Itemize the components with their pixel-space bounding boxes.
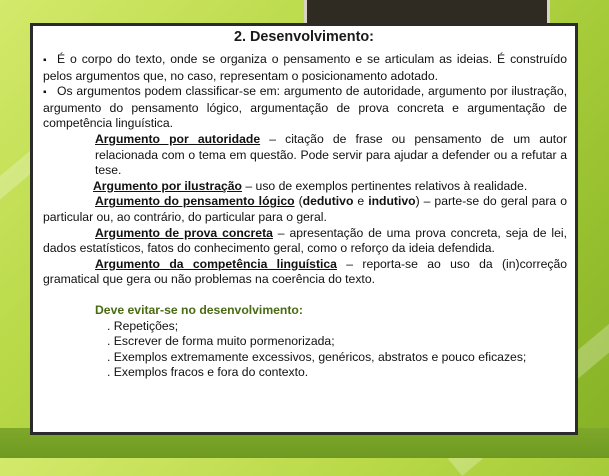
avoid-item: . Escrever de forma muito pormenorizada; xyxy=(107,334,335,349)
bullet-icon: ▪ xyxy=(43,87,47,99)
argument-text: ) – parte-se do geral para o particular ou, ao contrário, do particular para o geral. xyxy=(43,194,567,224)
argument-text: – apresentação de uma prova concreta, seja de lei, dados estatísticos, fatos do conhecimento geral, como o reforço da ideia defendida. xyxy=(43,225,567,256)
bullet-paragraph xyxy=(43,52,567,84)
argument-term: Argumento por autoridade xyxy=(95,131,261,146)
avoid-heading-row xyxy=(43,303,567,319)
argument-term: Argumento de prova concreta xyxy=(95,225,273,240)
argument-item xyxy=(43,132,567,179)
argument-term: Argumento por ilustração xyxy=(93,178,242,193)
spacer xyxy=(43,288,567,303)
argument-bold: dedutivo xyxy=(302,194,354,209)
bullet-text: Os argumentos podem classificar-se em: argumento de autoridade, argumento por ilustração, argumento do pensamento lógico, argumentação de prova concreta e argumentação de competência linguística. xyxy=(43,84,567,131)
argument-item xyxy=(43,194,567,225)
page-title: 2. Desenvolvimento: xyxy=(234,29,374,45)
argument-item xyxy=(43,226,567,257)
argument-text: – uso de exemplos pertinentes relativos à realidade. xyxy=(241,178,528,193)
slide-content xyxy=(43,52,567,381)
argument-text: ( xyxy=(294,194,303,209)
avoid-item: . Exemplos fracos e fora do contexto. xyxy=(107,365,309,380)
argument-term: Argumento da competência linguística xyxy=(95,256,337,271)
argument-text: – citação de frase ou pensamento de um autor relacionada com o tema em questão. Pode servir para ajudar a defender ou a refutar a tese. xyxy=(95,131,568,178)
argument-item xyxy=(43,257,567,288)
avoid-heading: Deve evitar-se no desenvolvimento: xyxy=(95,302,303,317)
avoid-item: . Exemplos extremamente excessivos, genéricos, abstratos e pouco eficazes; xyxy=(107,349,527,364)
bullet-paragraph xyxy=(43,84,567,132)
argument-term: Argumento do pensamento lógico xyxy=(95,194,295,209)
argument-item xyxy=(43,179,567,195)
bullet-icon: ▪ xyxy=(43,55,47,66)
bullet-text: É o corpo do texto, onde se organiza o pensamento e se articulam as ideias. É construído pelos argumentos que, no caso, representam o posicionamento adotado. xyxy=(43,52,567,83)
argument-text: – reporta-se ao uso da (in)correção gramatical que gera ou não problemas na coerência do texto. xyxy=(43,256,567,287)
argument-bold: indutivo xyxy=(368,194,416,209)
slide-panel xyxy=(30,23,578,435)
argument-text: e xyxy=(353,194,369,209)
avoid-item: . Repetições; xyxy=(107,318,179,333)
